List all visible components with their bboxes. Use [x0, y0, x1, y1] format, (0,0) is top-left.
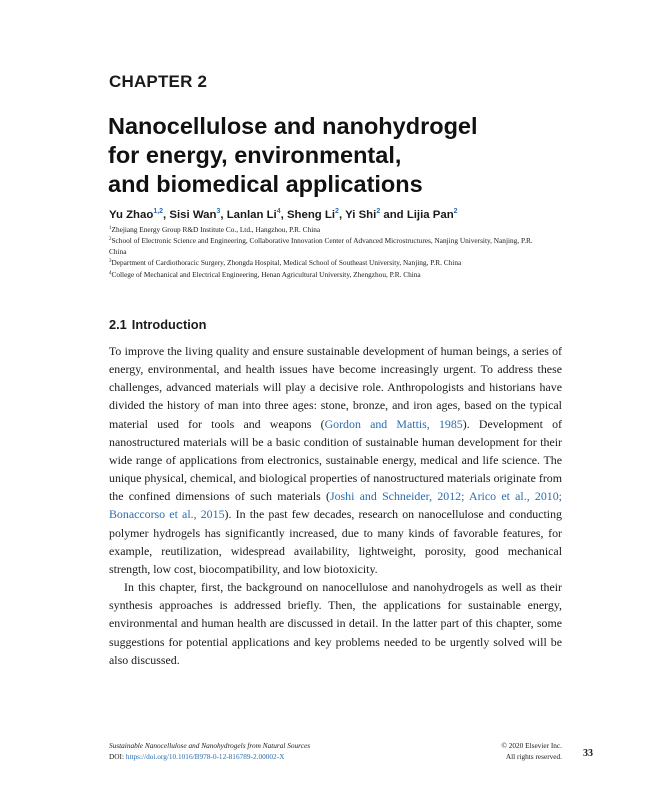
paragraph-text: ). In the past few decades, research on nanocellulose and conducting polymer hydrogels has significantly increased, due to many kinds of favorable features, for example, reutilization, widespread availability, lightweight, porosity, good mechanical strength, low cost, biocompatibility, and low biotoxicity.: [109, 507, 562, 576]
doi-link[interactable]: https://doi.org/10.1016/B978-0-12-816789-2.00002-X: [125, 751, 285, 761]
author-name: Sisi Wan: [169, 209, 217, 221]
paragraph-text: To improve the living quality and ensure sustainable development of human beings, a series of energy, environmental, and health issues have become increasingly urgent. To address these challenges, advanced materials will play a decisive role. Anthropologists and historians have divided the history of man into three ages: stone, bronze, and iron ages, based on the typical material used for tools and weapons (: [109, 344, 562, 431]
author-name: Lijia Pan: [406, 209, 454, 221]
section-title: Introduction: [131, 317, 207, 332]
book-title: Sustainable Nanocellulose and Nanohydrogels from Natural Sources: [109, 741, 311, 750]
author-affil-ref[interactable]: 2: [453, 208, 458, 215]
affiliation-number: 3: [109, 259, 112, 265]
author-name: Lanlan Li: [226, 209, 277, 221]
paragraph: [109, 342, 562, 578]
affiliation: [109, 257, 549, 268]
chapter-title-line: for energy, environmental,: [108, 142, 402, 168]
author-affil-ref[interactable]: 1,2: [153, 208, 164, 215]
author-affil-ref[interactable]: 2: [335, 208, 339, 215]
author-affil-ref[interactable]: 4: [276, 208, 281, 215]
affiliation-number: 2: [109, 237, 112, 243]
affiliation-text: Zhejiang Energy Group R&D Institute Co., Ltd., Hangzhou, P.R. China: [111, 225, 321, 234]
affiliation-number: 1: [109, 226, 112, 231]
author-separator: ,: [280, 209, 287, 221]
author-affil-ref[interactable]: 3: [216, 208, 221, 215]
affiliation: [109, 235, 549, 257]
chapter-title: [108, 112, 568, 199]
affiliation-number: 4: [109, 270, 112, 276]
page-footer: [109, 741, 310, 762]
copyright-notice: © 2020 Elsevier Inc.: [501, 741, 562, 750]
chapter-title-line: Nanocellulose and nanohydrogel: [108, 113, 478, 139]
chapter-title-line: and biomedical applications: [108, 171, 423, 197]
author-name: Yu Zhao: [109, 209, 154, 221]
affiliation-list: [109, 224, 549, 280]
author-separator: and: [380, 209, 407, 221]
author-separator: ,: [220, 209, 227, 221]
body-text: [109, 342, 562, 669]
author-list: [109, 208, 559, 221]
author-name: Sheng Li: [286, 209, 336, 221]
author-name: Yi Shi: [345, 209, 377, 221]
paragraph: In this chapter, first, the background on nanocellulose and nanohydrogels as well as their synthesis approaches is addressed briefly. Then, the applications for sustainable energy, environmental and human health are discussed in detail. In the latter part of this chapter, some suggestions for potential applications and key problems needed to be urgently solved will be also discussed.: [109, 580, 562, 667]
affiliation-text: Department of Cardiothoracic Surgery, Zhongda Hospital, Medical School of Southeast University, Nanjing, P.R. China: [111, 258, 462, 268]
copyright-block: [482, 741, 562, 762]
doi-label: DOI:: [109, 751, 126, 761]
paragraph-text: ). Development of nanostructured materials will be a basic condition of sustainable human development for their wide range of applications from electronics, sustainable energy, medical and life science. The unique physical, chemical, and biological properties of nanostructured materials originate from the confined dimensions of such materials (: [109, 416, 563, 504]
citation-link[interactable]: Joshi and Schneider, 2012; Arico et al., 2010; Bonaccorso et al., 2015: [109, 489, 562, 522]
section-heading: [109, 317, 206, 332]
page-number: 33: [583, 748, 593, 759]
affiliation-text: College of Mechanical and Electrical Engineering, Henan Agricultural University, Zhengzhou, P.R. China: [111, 269, 421, 279]
section-number: 2.1: [109, 317, 127, 332]
affiliation: [109, 269, 549, 280]
rights-notice: All rights reserved.: [505, 751, 562, 761]
affiliation-text: School of Electronic Science and Engineering, Collaborative Innovation Center of Advanced Microstructures, Nanjing University, Nanjing, P.R. China: [109, 236, 533, 256]
affiliation: [109, 224, 549, 235]
chapter-label: CHAPTER 2: [109, 72, 208, 91]
author-separator: ,: [163, 209, 170, 221]
author-affil-ref[interactable]: 2: [376, 208, 381, 215]
author-separator: ,: [338, 209, 346, 221]
citation-link[interactable]: Gordon and Mattis, 1985: [324, 416, 463, 431]
